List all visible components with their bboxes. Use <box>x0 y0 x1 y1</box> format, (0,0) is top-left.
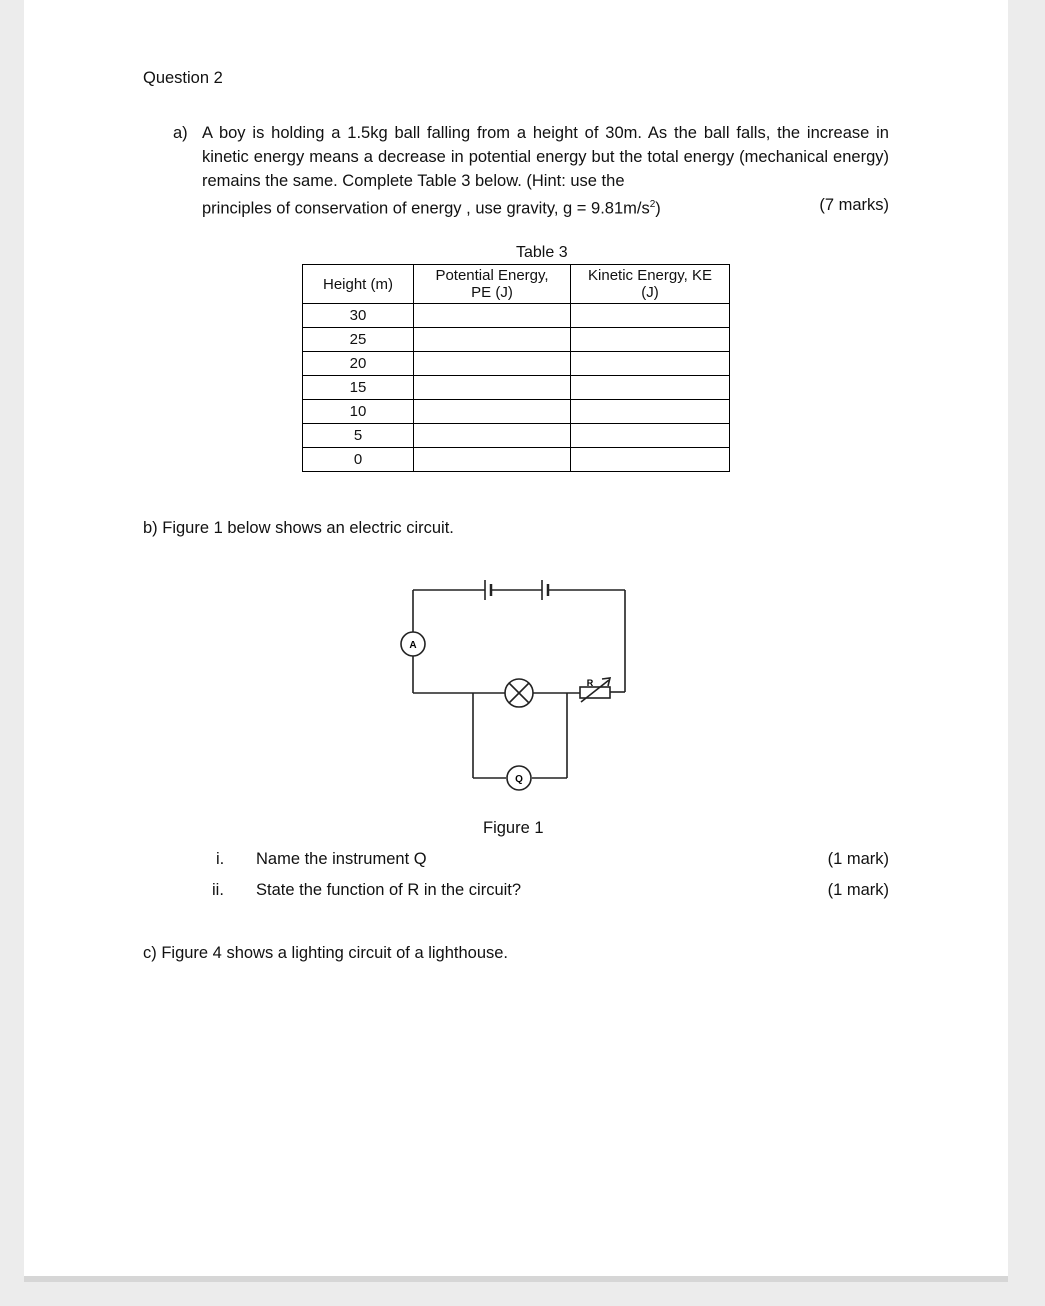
ke-cell <box>571 328 730 352</box>
pe-cell <box>414 352 571 376</box>
table-row <box>303 400 730 424</box>
height-cell: 25 <box>303 328 414 352</box>
table-row <box>303 448 730 472</box>
header-height: Height (m) <box>303 265 414 304</box>
part-a-marks: (7 marks) <box>819 196 889 214</box>
page-shadow <box>24 1276 1008 1282</box>
instrument-q-label: Q <box>515 774 523 785</box>
rheostat-symbol <box>580 687 610 698</box>
pe-cell <box>414 424 571 448</box>
table-caption: Table 3 <box>516 244 568 261</box>
pe-cell <box>414 328 571 352</box>
part-a-body: A boy is holding a 1.5kg ball falling from a height of 30m. As the ball falls, the increase in kinetic energy means a decrease in potential energy but the total energy (mechanical energy) remains the same. Complete Table 3 below. (Hint: use the <box>202 124 889 190</box>
ke-cell <box>571 448 730 472</box>
table-row <box>303 376 730 400</box>
part-a-label: a) <box>173 124 188 142</box>
sub-ii-num: ii. <box>212 881 224 899</box>
pe-cell <box>414 448 571 472</box>
ke-cell <box>571 376 730 400</box>
table-row <box>303 424 730 448</box>
table-row <box>303 328 730 352</box>
part-a-last-line-text: principles of conservation of energy , use gravity, $g = 9.81m/s^2$) <box>202 199 661 218</box>
ke-cell <box>571 352 730 376</box>
ke-cell <box>571 304 730 328</box>
height-cell: 10 <box>303 400 414 424</box>
height-cell: 15 <box>303 376 414 400</box>
sub-ii-text: State the function of R in the circuit? <box>256 881 522 899</box>
height-cell: 20 <box>303 352 414 376</box>
part-c-text: c) Figure 4 shows a lighting circuit of a lighthouse. <box>143 944 509 962</box>
height-cell: 30 <box>303 304 414 328</box>
height-cell: 0 <box>303 448 414 472</box>
ke-cell <box>571 424 730 448</box>
ke-cell <box>571 400 730 424</box>
part-a-text <box>202 121 889 221</box>
energy-table <box>302 264 730 472</box>
header-pe: Potential Energy, PE (J) <box>414 265 571 304</box>
part-b-text: b) Figure 1 below shows an electric circuit. <box>143 519 454 537</box>
figure-caption: Figure 1 <box>483 819 544 837</box>
sub-ii-marks: (1 mark) <box>827 881 889 899</box>
header-ke: Kinetic Energy, KE (J) <box>571 265 730 304</box>
table-row <box>303 304 730 328</box>
question-title: Question 2 <box>143 69 223 87</box>
sub-i-text: Name the instrument Q <box>256 850 427 868</box>
rheostat-label: R <box>586 678 594 688</box>
part-a-last-line <box>202 193 889 221</box>
sub-i-marks: (1 mark) <box>827 850 889 868</box>
pe-cell <box>414 304 571 328</box>
table-row <box>303 352 730 376</box>
ammeter-label: A <box>409 640 417 651</box>
circuit-diagram <box>385 560 650 800</box>
pe-cell <box>414 376 571 400</box>
pe-cell <box>414 400 571 424</box>
sub-i-num: i. <box>216 850 225 868</box>
height-cell: 5 <box>303 424 414 448</box>
